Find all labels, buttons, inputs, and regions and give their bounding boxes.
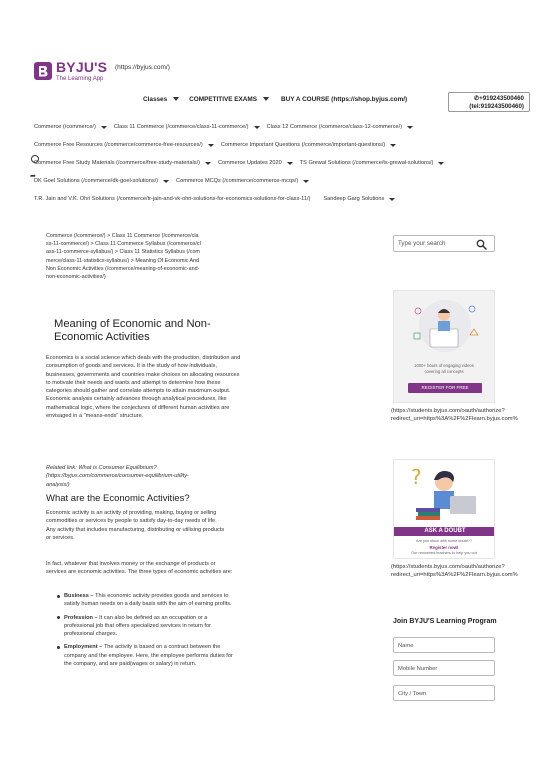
nav-row-4 bbox=[34, 176, 524, 186]
phone-number: +919243500460 bbox=[479, 95, 524, 102]
ad-line-2: covering all concepts bbox=[424, 369, 464, 374]
video-ad-banner[interactable] bbox=[393, 290, 495, 403]
thinking-student-illustration-icon bbox=[408, 462, 482, 526]
ad2-link-line-2: redirect_uri=https%3A%2F%2Flearn.byjus.com% bbox=[391, 572, 518, 579]
nav-link[interactable] bbox=[300, 160, 445, 166]
list-item-term: Business – bbox=[64, 593, 96, 599]
nav-link[interactable] bbox=[114, 124, 260, 130]
nav-link[interactable] bbox=[34, 160, 211, 166]
nav-classes-label: Classes bbox=[143, 95, 168, 103]
list-item-term: Employment – bbox=[64, 644, 104, 651]
page-title: Meaning of Economic and Non-Economic Activities bbox=[54, 318, 211, 343]
nav-link[interactable] bbox=[34, 124, 107, 130]
ad2-line-1: Are you stuck with some doubt?? bbox=[416, 539, 472, 543]
nav-link[interactable] bbox=[34, 142, 214, 148]
nav-link[interactable] bbox=[221, 142, 396, 148]
ad-line-1: 1000+ hours of engaging videos bbox=[414, 363, 474, 368]
nav-link[interactable] bbox=[218, 160, 293, 166]
list-item-text: It can also be defined as an occupation or a professional job that offers specialized services in return for professional charges. bbox=[64, 614, 211, 638]
nav-link[interactable] bbox=[323, 196, 395, 202]
nav-link-label: Sandeep Garg Solutions bbox=[323, 196, 385, 202]
chevron-down-icon bbox=[205, 162, 211, 165]
nav-row-1 bbox=[34, 122, 524, 132]
ad2-link-line-1: (https://students.byjus.com/oauth/authorize? bbox=[391, 564, 505, 570]
nav-link-label: Commerce Updates 2020 bbox=[218, 160, 282, 166]
ad2-link[interactable] bbox=[391, 563, 541, 580]
intro-paragraph: Economics is a social science which deals with the production, distribution and consumption of goods and services. It is the study of how individuals, businesses, governments and countries make choices on allocating resources to motivate their needs and wants and attempt to determine how these categories should gather and correlate attempts to attain maximum output. Economic analysis certainly advances through analytical procedures, like mathematical logic, where the conjectures of different human activities are envisaged in a "means-ends" structure. bbox=[46, 355, 241, 420]
search-icon[interactable] bbox=[476, 239, 487, 250]
logo-tagline: The Learning App bbox=[56, 76, 104, 82]
list-item bbox=[64, 643, 234, 668]
list-item-term: Profession – bbox=[64, 614, 100, 621]
nav-buy-course[interactable] bbox=[281, 96, 407, 103]
nav-link[interactable] bbox=[34, 178, 169, 184]
list-item-text: The activity is based on a contract between the company and the employee. Here, the employee performs duties for the company, and are paid(wages or salary) in return. bbox=[64, 644, 233, 668]
ad2-line-3: Our renowned teachers to help you out bbox=[411, 551, 477, 555]
search-box[interactable] bbox=[393, 235, 495, 252]
logo-url[interactable]: (https://byjus.com/) bbox=[115, 64, 170, 71]
chevron-down-icon bbox=[438, 162, 444, 165]
ad1-link-line-2: redirect_uri=https%3A%2F%2Flearn.byjus.com% bbox=[391, 416, 518, 423]
chevron-down-icon bbox=[254, 126, 260, 129]
ad1-link-line-1: (https://students.byjus.com/oauth/authorize? bbox=[391, 408, 505, 414]
nav-link[interactable] bbox=[34, 196, 310, 202]
nav-competitive-exams-label: COMPETITIVE EXAMS bbox=[189, 95, 257, 103]
join-program-title: Join BYJU'S Learning Program bbox=[393, 618, 497, 625]
section-title: What are the Economic Activities? bbox=[46, 493, 190, 504]
breadcrumb[interactable] bbox=[46, 232, 201, 281]
nav-link-label: DK Goel Solutions (/commerce/dk-goel-solutions/) bbox=[34, 178, 159, 184]
phone-link[interactable] bbox=[448, 92, 530, 112]
ad2-line-2: Register now! bbox=[429, 545, 459, 550]
chevron-down-icon bbox=[287, 162, 293, 165]
nav-row-5 bbox=[34, 194, 524, 204]
nav-buy-course-label: BUY A COURSE (https://shop.byjus.com/) bbox=[281, 95, 408, 103]
search-input[interactable]: Type your search bbox=[398, 240, 446, 247]
chevron-down-icon bbox=[208, 144, 214, 147]
nav-link-label: Commerce Free Resources (/commerce/commerce-free-resources/) bbox=[34, 142, 203, 148]
nav-link-label: Commerce (/commerce/) bbox=[34, 124, 96, 130]
chevron-down-icon bbox=[263, 97, 269, 101]
nav-link-label: Commerce MCQs (/commerce/commerce-mcqs/) bbox=[176, 178, 299, 184]
student-laptop-illustration-icon bbox=[404, 295, 486, 357]
nav-classes[interactable] bbox=[143, 96, 179, 103]
nav-competitive-exams[interactable] bbox=[189, 96, 269, 103]
related-link[interactable]: Related link: What is Consumer Equilibrium? (https://byjus.com/commerce/consumer-equilibrium-utility-analysis/) bbox=[46, 465, 189, 488]
nav-link-label: TS Grewal Solutions (/commerce/ts-grewal-solutions/) bbox=[299, 160, 434, 166]
whatsapp-icon[interactable] bbox=[31, 155, 39, 163]
byjus-logo-icon[interactable] bbox=[34, 62, 52, 80]
nav-link-label: Commerce Important Questions (/commerce/important-questions/) bbox=[220, 142, 386, 148]
list-item bbox=[64, 614, 234, 639]
nav-link-label: Commerce Free Study Materials (/commerce/free-study-materials/) bbox=[34, 160, 200, 166]
svg-text:?: ? bbox=[411, 465, 422, 489]
chevron-down-icon bbox=[389, 198, 395, 201]
ask-doubt-banner[interactable] bbox=[393, 459, 495, 559]
main-nav bbox=[143, 94, 407, 104]
section-paragraph-1: Economic activity is an activity of providing, making, buying or selling commodities or services by people to satisfy day-to-day needs of life. Any activity that includes manufacturing, distributing or utilising products or services. bbox=[46, 510, 225, 541]
city-field[interactable]: City / Town bbox=[393, 685, 495, 701]
section-paragraph-2: In fact, whatever that involves money or the exchange of products or services are economic activities. The three types of economic activities are: bbox=[46, 561, 233, 576]
chevron-down-icon bbox=[101, 126, 107, 129]
secondary-nav bbox=[34, 122, 524, 204]
chevron-down-icon bbox=[163, 180, 169, 183]
breadcrumb-text: Commerce (/commerce/) > Class 11 Commerce (/commerce/class-11-commerce/) > Class 11 Commerce Syllabus (/commerce/class-11-commerce-syllabus/) > Class 11 Statistics Syllabus (/commerce/class-11-statistics-syllabus/) > Meaning Of Economic And Non Economic Activities (/commerce/meaning-of-economic-and-non-economic-activities/) bbox=[46, 233, 201, 281]
name-field[interactable]: Name bbox=[393, 637, 495, 653]
nav-link[interactable] bbox=[267, 124, 414, 130]
activity-types-list bbox=[64, 592, 234, 673]
ad1-link[interactable] bbox=[391, 407, 541, 424]
nav-row-2 bbox=[34, 140, 524, 150]
mobile-field[interactable]: Mobile Number bbox=[393, 660, 495, 676]
nav-link[interactable] bbox=[176, 178, 309, 184]
register-free-button[interactable]: REGISTER FOR FREE bbox=[408, 383, 482, 393]
chevron-down-icon bbox=[407, 126, 413, 129]
share-icon[interactable]: ➦ bbox=[30, 173, 36, 180]
logo-text[interactable]: BYJU'S bbox=[56, 59, 108, 75]
nav-row-3 bbox=[34, 158, 524, 168]
site-header bbox=[0, 0, 550, 118]
ask-doubt-button[interactable]: ASK A DOUBT bbox=[394, 527, 495, 536]
list-item-text: This economic activity provides goods and services to satisfy human needs on a daily basis with the aim of earning profits. bbox=[64, 593, 232, 608]
chevron-down-icon bbox=[173, 97, 179, 101]
nav-link-label: Class 11 Commerce (/commerce/class-11-commerce/) bbox=[113, 124, 249, 130]
list-item bbox=[64, 592, 234, 609]
phone-icon: ✆ bbox=[474, 96, 480, 102]
chevron-down-icon bbox=[390, 144, 396, 147]
phone-tel-link: (tel:919243500460) bbox=[469, 103, 524, 110]
nav-link-label: Class 12 Commerce (/commerce/class-12-commerce/) bbox=[266, 124, 403, 130]
chevron-down-icon bbox=[303, 180, 309, 183]
nav-link-label: T.R. Jain and V.K. Ohri Solutions (/commerce/tr-jain-and-vk-ohri-solutions-for-economics-solutions-for-class-11/) bbox=[34, 196, 311, 202]
